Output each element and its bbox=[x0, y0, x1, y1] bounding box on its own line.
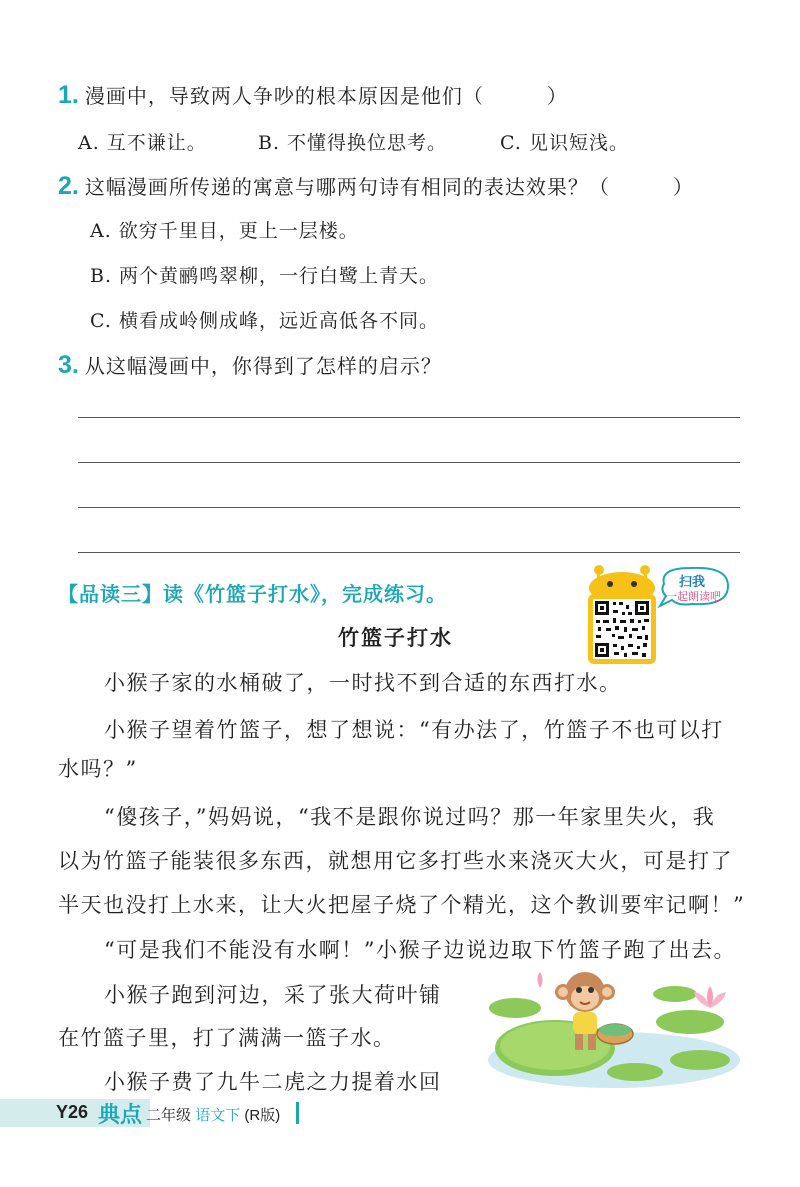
edition-label: (R版) bbox=[244, 1107, 281, 1124]
book-info bbox=[146, 1104, 280, 1125]
section-heading: 【品读三】读《竹篮子打水》，完成练习。 bbox=[58, 584, 447, 606]
story-line: 小猴子费了九牛二虎之力提着水回 bbox=[104, 1070, 442, 1094]
page-number: Y26 bbox=[56, 1102, 89, 1122]
brand-logo: 典点 bbox=[98, 1102, 143, 1127]
question-1 bbox=[58, 80, 568, 110]
footer-divider bbox=[296, 1102, 299, 1124]
option-c[interactable]: C. 见识短浅。 bbox=[500, 132, 629, 154]
story-line: “傻孩子，”妈妈说，“我不是跟你说过吗？那一年家里失火，我 bbox=[104, 805, 716, 829]
monkey-icon bbox=[485, 968, 743, 1090]
option-b[interactable]: B. 不懂得换位思考。 bbox=[258, 132, 448, 154]
option-a[interactable]: A. 欲穷千里目，更上一层楼。 bbox=[90, 220, 359, 242]
story-line: 小猴子跑到河边，采了张大荷叶铺 bbox=[104, 983, 442, 1007]
question-text: 这幅漫画所传递的寓意与哪两句诗有相同的表达效果？（ ） bbox=[84, 175, 694, 199]
option-c[interactable]: C. 横看成岭侧成峰，远近高低各不同。 bbox=[90, 310, 439, 332]
answer-line[interactable] bbox=[78, 417, 740, 418]
story-line: 小猴子望着竹篮子，想了想说：“有办法了，竹篮子不也可以打 bbox=[104, 718, 724, 742]
answer-line[interactable] bbox=[78, 552, 740, 553]
story-line: “可是我们不能没有水啊！”小猴子边说边取下竹篮子跑了出去。 bbox=[104, 938, 736, 962]
question-number: 2. bbox=[58, 172, 79, 200]
qr-widget[interactable] bbox=[582, 556, 732, 668]
option-a[interactable]: A. 互不谦让。 bbox=[78, 132, 207, 154]
monkey-lotus-illustration bbox=[485, 968, 743, 1090]
subject-label: 语文下 bbox=[195, 1107, 241, 1124]
question-2 bbox=[58, 171, 694, 201]
story-line: 小猴子家的水桶破了，一时找不到合适的东西打水。 bbox=[104, 671, 622, 695]
option-b[interactable]: B. 两个黄鹂鸣翠柳，一行白鹭上青天。 bbox=[90, 265, 440, 287]
question-number: 3. bbox=[58, 351, 79, 379]
question-3 bbox=[58, 350, 442, 380]
story-line: 半天也没打上水来，让大火把屋子烧了个精光，这个教训要牢记啊！” bbox=[58, 893, 746, 917]
question-number: 1. bbox=[58, 81, 79, 109]
story-line: 在竹篮子里，打了满满一篮子水。 bbox=[58, 1026, 396, 1050]
question-text: 漫画中，导致两人争吵的根本原因是他们（ ） bbox=[84, 84, 568, 108]
story-line: 以为竹篮子能装很多东西，就想用它多打些水来浇灭大火，可是打了 bbox=[58, 849, 733, 873]
read-label: 一起朗读吧 bbox=[666, 590, 721, 603]
answer-line[interactable] bbox=[78, 507, 740, 508]
answer-line[interactable] bbox=[78, 462, 740, 463]
scan-label: 扫我 bbox=[679, 575, 706, 590]
grade-label: 二年级 bbox=[146, 1107, 192, 1124]
story-title: 竹篮子打水 bbox=[338, 625, 453, 650]
question-text: 从这幅漫画中，你得到了怎样的启示？ bbox=[84, 354, 442, 378]
story-line: 水吗？” bbox=[58, 757, 138, 781]
giraffe-qr-icon bbox=[582, 556, 732, 668]
